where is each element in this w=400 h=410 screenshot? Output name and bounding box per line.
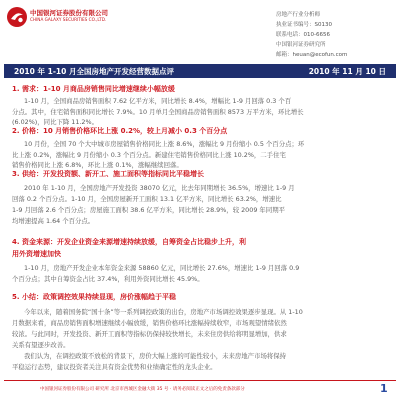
section-5-paragraph-line: 月数据来看，商品房销售面积增速继续小幅放缓，销售价格环比涨幅持续收窄，市场观望情绪依然 — [12, 319, 287, 327]
section-5-paragraph-line: 我们认为，在调控政策不放松的背景下，房价大幅上涨的可能性较小，未来房地产市场将保持 — [24, 352, 287, 360]
footer-disclaimer: 中国银河证券股份有限公司 研究所 北京市西城区金融大街 35 号 · 请务必阅读正文之后的免责条款部分 — [40, 387, 245, 392]
section-4-heading: 4. 资金来源：开发企业资金来源增速持续放缓，自筹资金占比稳步上升，利 — [12, 238, 246, 246]
section-2-paragraph-line: 比上涨 0.2%，涨幅比 9 月份缩小 0.3 个百分点。新建住宅销售价格同比上涨 10.2%，二手住宅 — [12, 151, 286, 159]
section-3-paragraph-line: 1-9 月回落 2.6 个百分点；房屋施工面积 38.6 亿平方米，同比增长 28.9%，较 2009 年同期平 — [12, 206, 285, 214]
section-1-paragraph-line: 分点。其中，住宅销售面积同比增长 7.9%。10 月单月全国商品房销售面积 8573 万平方米，环比增长 — [12, 108, 304, 116]
report-title: 2010 年 1-10 月全国房地产开发经营数据点评 — [14, 67, 174, 76]
section-3-paragraph-line: 回落 0.2 个百分点。1-10 月，全国房屋新开工面积 13.1 亿平方米，同比增长 63.2%，增速比 — [12, 195, 282, 203]
section-5-heading: 5. 小结：政策调控效果持续显现，房价涨幅趋于平稳 — [12, 293, 176, 301]
section-1-heading: 1. 需求：1-10 月商品房销售同比增速继续小幅放缓 — [12, 85, 175, 93]
contact-line: 联系电话：010-6656 — [276, 32, 330, 38]
section-5-paragraph-line: 关系有望逐步改善。 — [12, 341, 70, 349]
section-4-paragraph-line: 1-10 月，房地产开发企业本年资金来源 58860 亿元，同比增长 27.6%，增速比 1-9 月回落 0.9 — [24, 264, 300, 272]
report-title-banner — [4, 64, 396, 78]
company-name-cn: 中国银河证券股份有限公司 — [30, 9, 108, 17]
section-2-paragraph-line: 10 月份，全国 70 个大中城市房屋销售价格同比上涨 8.6%，涨幅比 9 月份缩小 0.5 个百分点；环 — [24, 140, 305, 148]
section-3-heading: 3. 供给：开发投资额、新开工、施工面积等指标同比平稳增长 — [12, 170, 204, 178]
contact-line: 中国银河证券研究所 — [276, 42, 326, 48]
section-5-paragraph-line: 平稳运行态势，建议投资者关注具有资金优势和业绩确定性的龙头企业。 — [12, 363, 217, 371]
company-logo-icon — [6, 6, 28, 28]
contact-email: 邮箱：heuan@ecofun.com — [276, 52, 348, 58]
section-3-paragraph-line: 均增速提高 1.64 个百分点。 — [12, 217, 95, 225]
section-2-heading: 2. 价格：10 月销售价格环比上涨 0.2%，较上月减小 0.3 个百分点 — [12, 127, 228, 135]
section-5-paragraph-line: 今年以来，随着国务院“国十条”等一系列调控政策的出台，房地产市场调控效果逐步显现。从 1-10 — [24, 308, 303, 316]
section-1-paragraph-line: (6.02%)，同比下降 11.2%。 — [12, 118, 98, 126]
report-date: 2010 年 11 月 10 日 — [308, 67, 386, 76]
section-2-paragraph-line: 销售价格同比上涨 6.8%，环比上涨 0.1%，涨幅继续回落。 — [12, 161, 183, 169]
section-5-paragraph-line: 较浓。与此同时，开发投资、新开工面积等指标仍保持较快增长，未来住房供给将明显增加，供求 — [12, 330, 287, 338]
company-name-en: CHINA GALAXY SECURITIES CO.,LTD. — [30, 17, 107, 22]
footer-divider — [4, 380, 396, 381]
contact-line: 执业证书编号：S0130 — [276, 22, 332, 28]
page-number: 1 — [380, 382, 388, 395]
section-4-heading: 用外资增速加快 — [12, 250, 61, 258]
section-3-paragraph-line: 2010 年 1-10 月，全国房地产开发投资 38070 亿元，比去年同期增长 36.5%，增速比 1-9 月 — [24, 184, 295, 192]
contact-line: 房地产行业分析师 — [276, 12, 321, 18]
section-4-paragraph-line: 个百分点；其中自筹资金占比 37.4%，利用外资同比增长 45.9%。 — [12, 275, 204, 283]
section-1-paragraph-line: 1-10 月，全国商品房销售面积 7.62 亿平方米，同比增长 8.4%，增幅比 1-9 月回落 0.3 个百 — [24, 97, 292, 105]
